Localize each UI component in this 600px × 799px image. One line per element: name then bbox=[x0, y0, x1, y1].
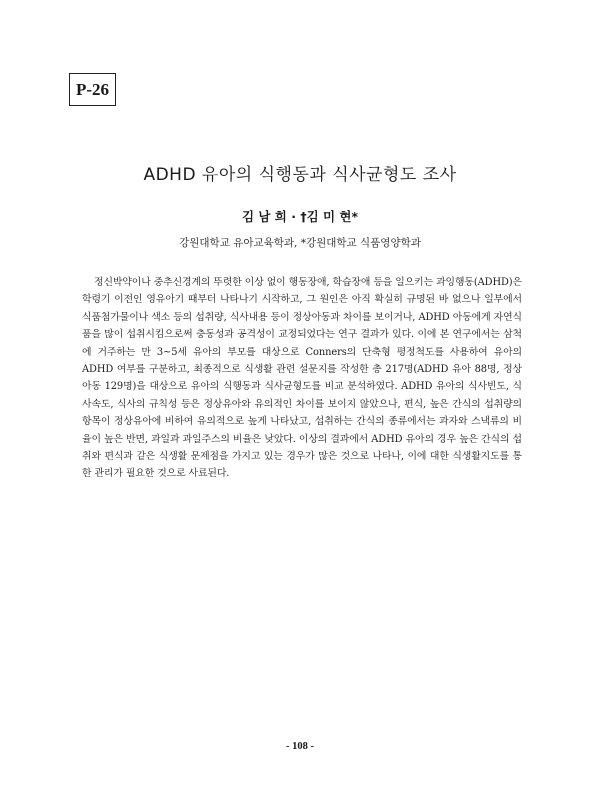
abstract-body: 정신박약이나 중추신경계의 뚜렷한 이상 없이 행동장애, 학습장애 등을 일으키는 과잉행동(ADHD)은 학령기 이전인 영유아기 때부터 나타나기 시작하고, 그 원인은 아직 확실히 규명된 바 없으나 일부에서 식품첨가물이나 색소 등의 섭취량, 식사내용 등이 정상아동과 차이를 보이거나, ADHD 아동에게 자연식품을 많이 섭취시킴으로써 충동성과 공격성이 교정되었다는 연구 결과가 있다. 이에 본 연구에서는 삼척에 거주하는 만 3~5세 유아의 부모를 대상으로 Conners의 단축형 평정척도를 사용하여 유아의 ADHD 여부를 구분하고, 최종적으로 식생활 관련 설문지를 작성한 총 217명(ADHD 유아 88명, 정상아동 129명)을 대상으로 유아의 식행동과 식사균형도를 비교 분석하였다. ADHD 유아의 식사빈도, 식사속도, 식사의 규칙성 등은 정상유아와 유의적인 차이를 보이지 않았으나, 편식, 높은 간식의 섭취량의 항목이 정상유아에 비하여 유의적으로 높게 나타났고, 섭취하는 간식의 종류에서는 과자와 스낵류의 비율이 높은 반면, 과일과 과일주스의 비율은 낮았다. 이상의 결과에서 ADHD 유아의 경우 높은 간식의 섭취와 편식과 같은 식생활 문제점을 가지고 있는 경우가 많은 것으로 나타나, 이에 대한 식생활지도를 통한 관리가 필요한 것으로 사료된다. bbox=[82, 277, 522, 480]
paper-title: ADHD 유아의 식행동과 식사균형도 조사 bbox=[143, 165, 457, 185]
affiliation: 강원대학교 유아교육학과, *강원대학교 식품영양학과 bbox=[179, 237, 421, 249]
authors: 김 남 희 · †김 미 현* bbox=[241, 209, 359, 224]
poster-id-box: P-26 bbox=[69, 73, 116, 106]
page-number: - 108 - bbox=[286, 741, 314, 752]
